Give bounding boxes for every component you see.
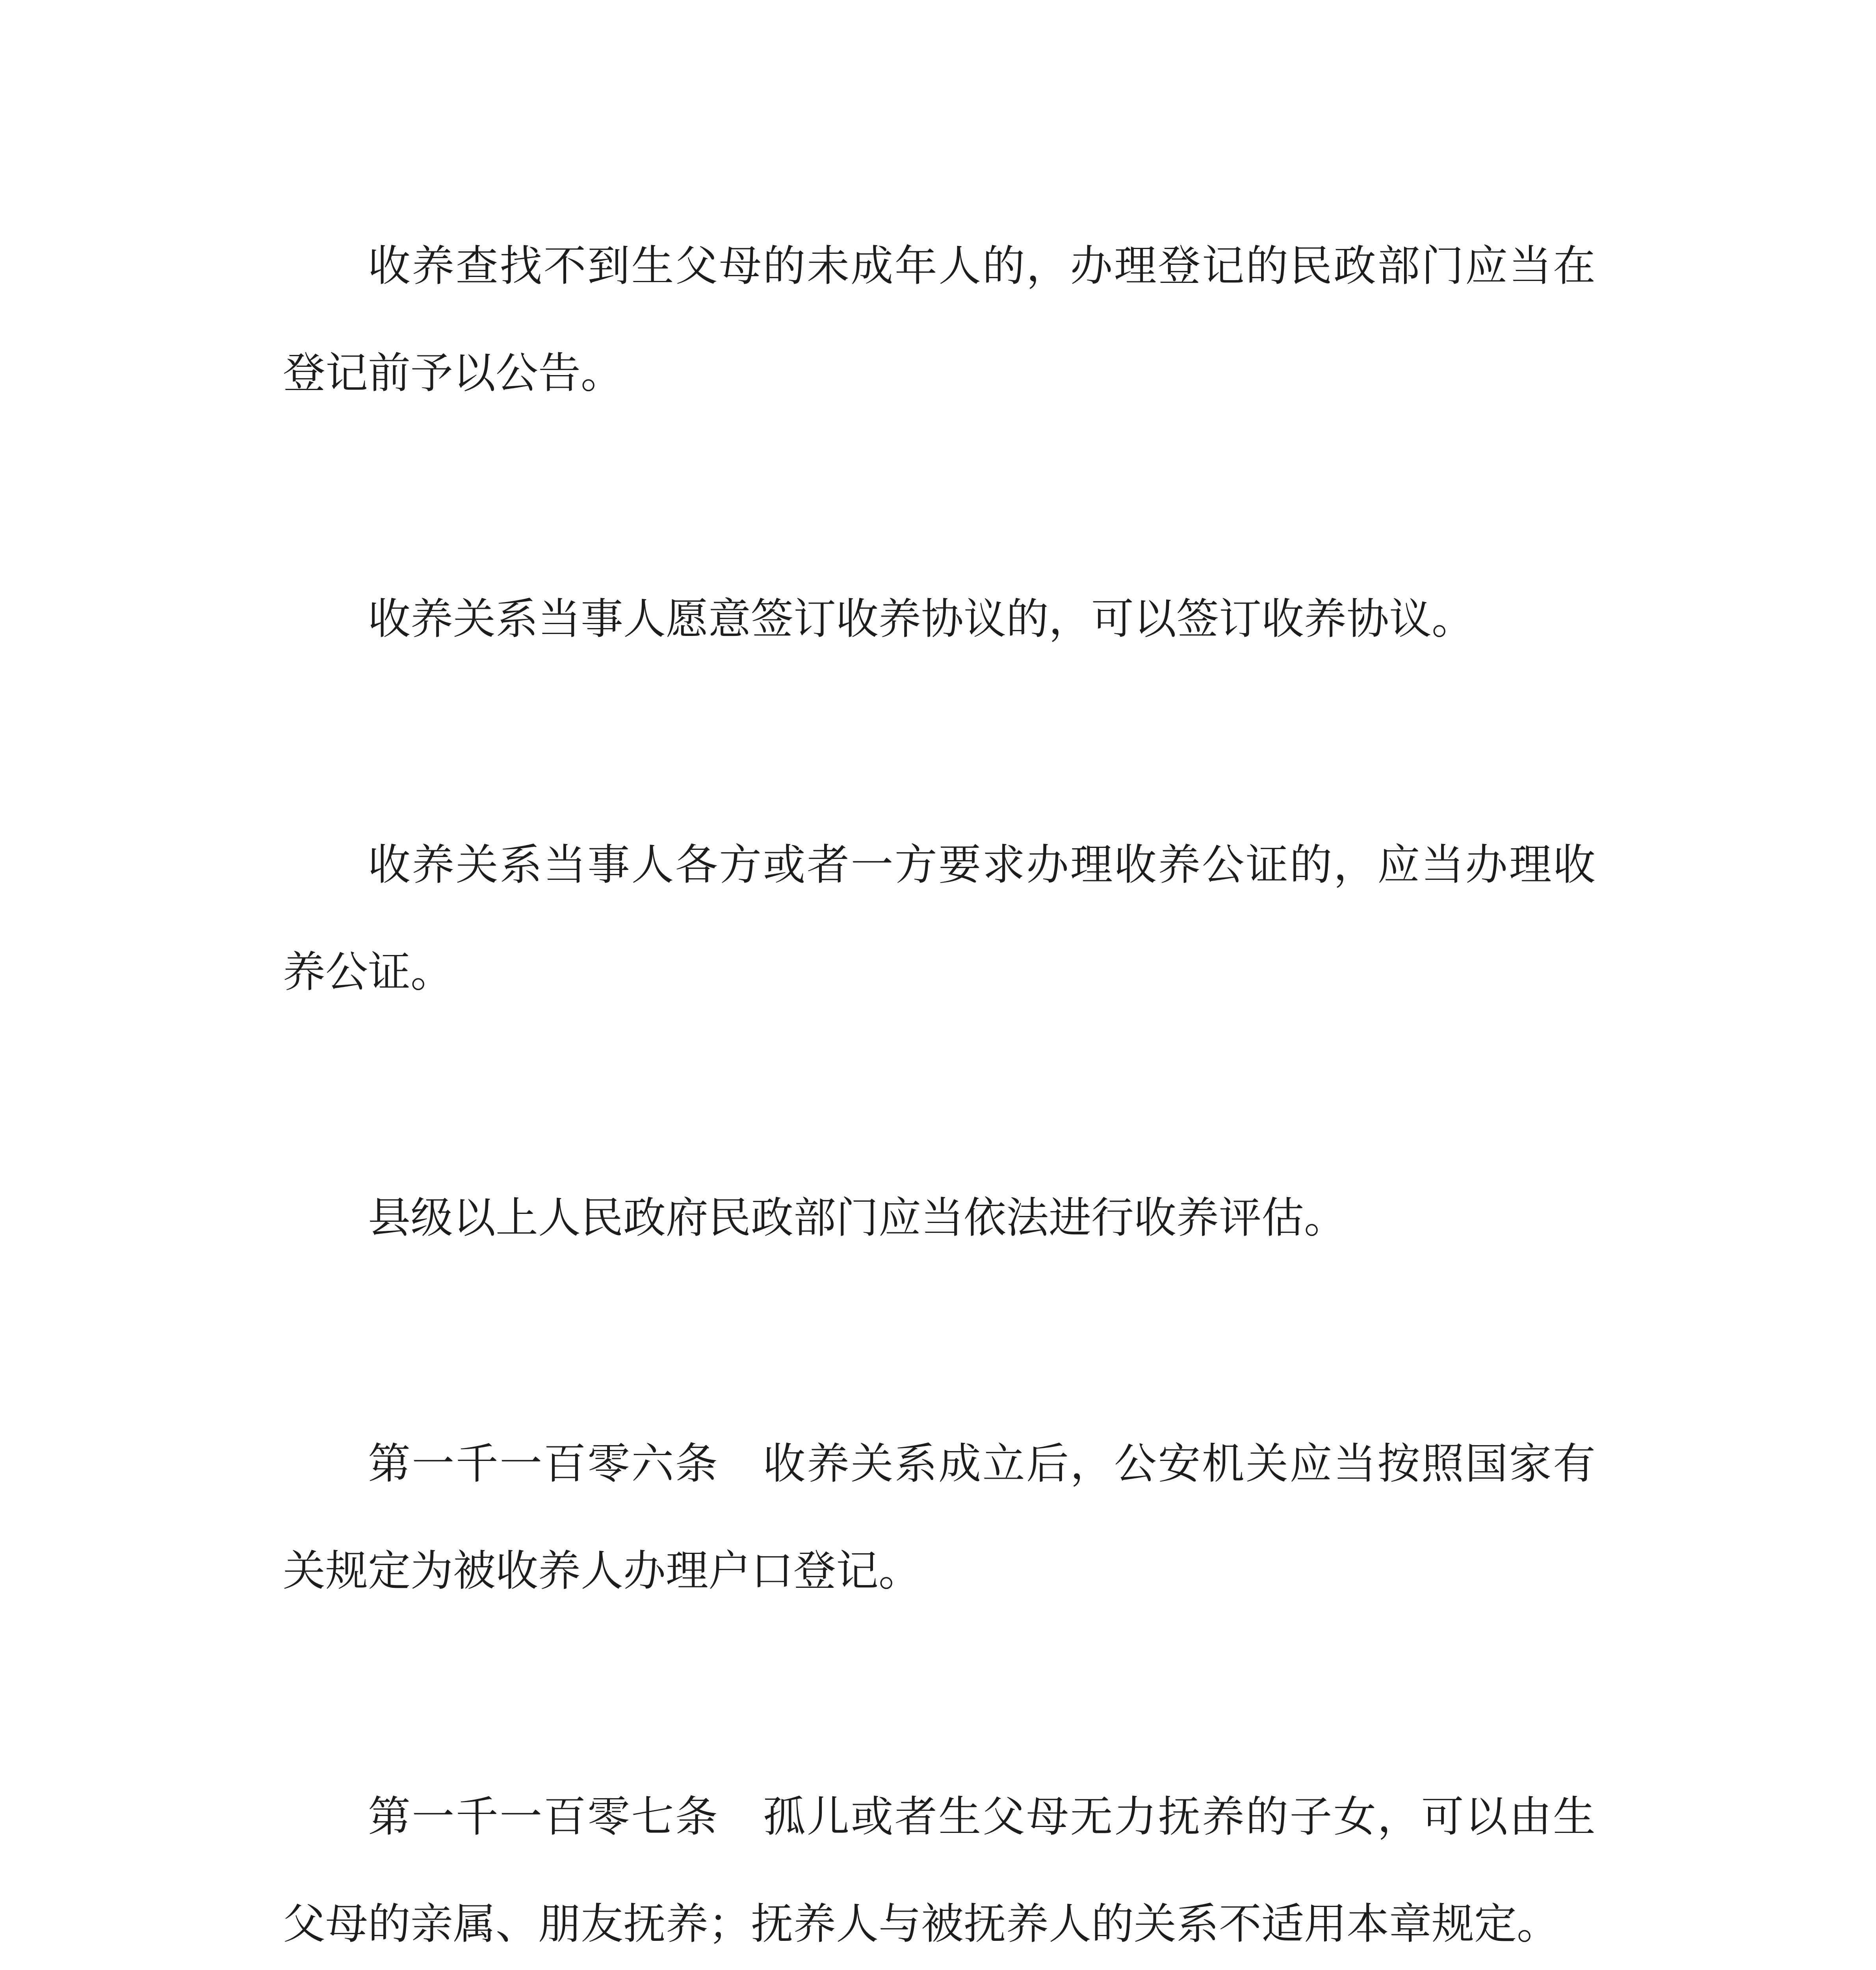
paragraph-adoption-agreement: 收养关系当事人愿意签订收养协议的，可以签订收养协议。 xyxy=(368,595,1475,644)
paragraph-adoption-notarization: 收养关系当事人各方或者一方要求办理收养公证的，应当办理收养公证。 xyxy=(283,840,1596,997)
paragraph-adoption-assessment: 县级以上人民政府民政部门应当依法进行收养评估。 xyxy=(368,1193,1347,1243)
paragraph-article-1107: 第一千一百零七条 孤儿或者生父母无力抚养的子女，可以由生父母的亲属、朋友抚养；抚养人与被抚养人的关系不适用本章规定。 xyxy=(283,1792,1596,1949)
document-body xyxy=(283,213,1596,1970)
paragraph-article-1106: 第一千一百零六条 收养关系成立后，公安机关应当按照国家有关规定为被收养人办理户口登记。 xyxy=(283,1439,1596,1596)
paragraph-public-notice: 收养查找不到生父母的未成年人的，办理登记的民政部门应当在登记前予以公告。 xyxy=(283,242,1596,398)
